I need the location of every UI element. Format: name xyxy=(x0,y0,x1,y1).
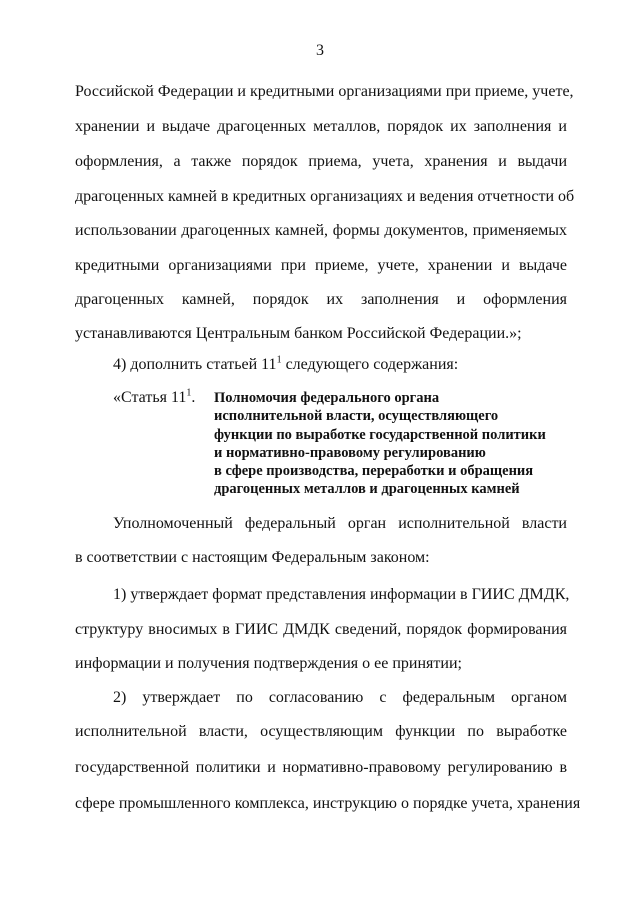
item-4-line xyxy=(113,355,567,375)
article-title-line: Полномочия федерального органа xyxy=(214,390,440,406)
paragraph-line: Российской Федерации и кредитными организациями при приеме, учете, xyxy=(75,83,574,100)
paragraph-line: драгоценных камней, порядок их заполнения и оформления xyxy=(75,291,567,308)
item-4-text: 4) дополнить статьей 11 xyxy=(113,356,277,373)
paragraph-line: хранении и выдаче драгоценных металлов, порядок их заполнения и xyxy=(75,118,567,135)
article-title-line: функции по выработке государственной политики xyxy=(214,426,546,443)
paragraph-line: драгоценных камней в кредитных организациях и ведения отчетности об xyxy=(75,188,575,205)
article-title-line: драгоценных металлов и драгоценных камней xyxy=(214,481,520,498)
page-number: 3 xyxy=(316,42,324,59)
paragraph-line: 1) утверждает формат представления информации в ГИИС ДМДК, xyxy=(113,586,570,603)
paragraph-line: Уполномоченный федеральный орган исполнительной власти xyxy=(113,515,567,532)
paragraph-line: структуру вносимых в ГИИС ДМДК сведений, порядок формирования xyxy=(75,621,567,638)
article-title xyxy=(214,389,574,499)
paragraph-line: устанавливаются Центральным банком Российской Федерации.»; xyxy=(75,325,522,342)
item-4-sup: 1 xyxy=(276,354,282,366)
paragraph-line: кредитными организациями при приеме, учете, хранении и выдаче xyxy=(75,257,567,274)
paragraph-line: государственной политики и нормативно-правовому регулированию в xyxy=(75,759,567,776)
paragraph-line: 2) утверждает по согласованию с федеральным органом xyxy=(113,689,567,706)
article-label: «Статья $11^1$. xyxy=(113,387,196,406)
article-title-line: в сфере производства, переработки и обращения xyxy=(214,463,534,480)
item-4-text-after: следующего содержания: xyxy=(281,356,459,373)
article-title-line: и нормативно-правовому регулированию xyxy=(214,444,486,461)
paragraph-line: в соответствии с настоящим Федеральным законом: xyxy=(75,549,430,566)
paragraph-line: информации и получения подтверждения о ее принятии; xyxy=(75,655,462,672)
paragraph-line: исполнительной власти, осуществляющим функции по выработке xyxy=(75,723,567,740)
article-title-line: исполнительной власти, осуществляющего xyxy=(214,408,499,425)
paragraph-line: использовании драгоценных камней, формы документов, применяемых xyxy=(75,222,567,239)
paragraph-line: оформления, а также порядок приема, учета, хранения и выдачи xyxy=(75,153,567,170)
paragraph-line: сфере промышленного комплекса, инструкцию о порядке учета, хранения xyxy=(75,795,581,812)
